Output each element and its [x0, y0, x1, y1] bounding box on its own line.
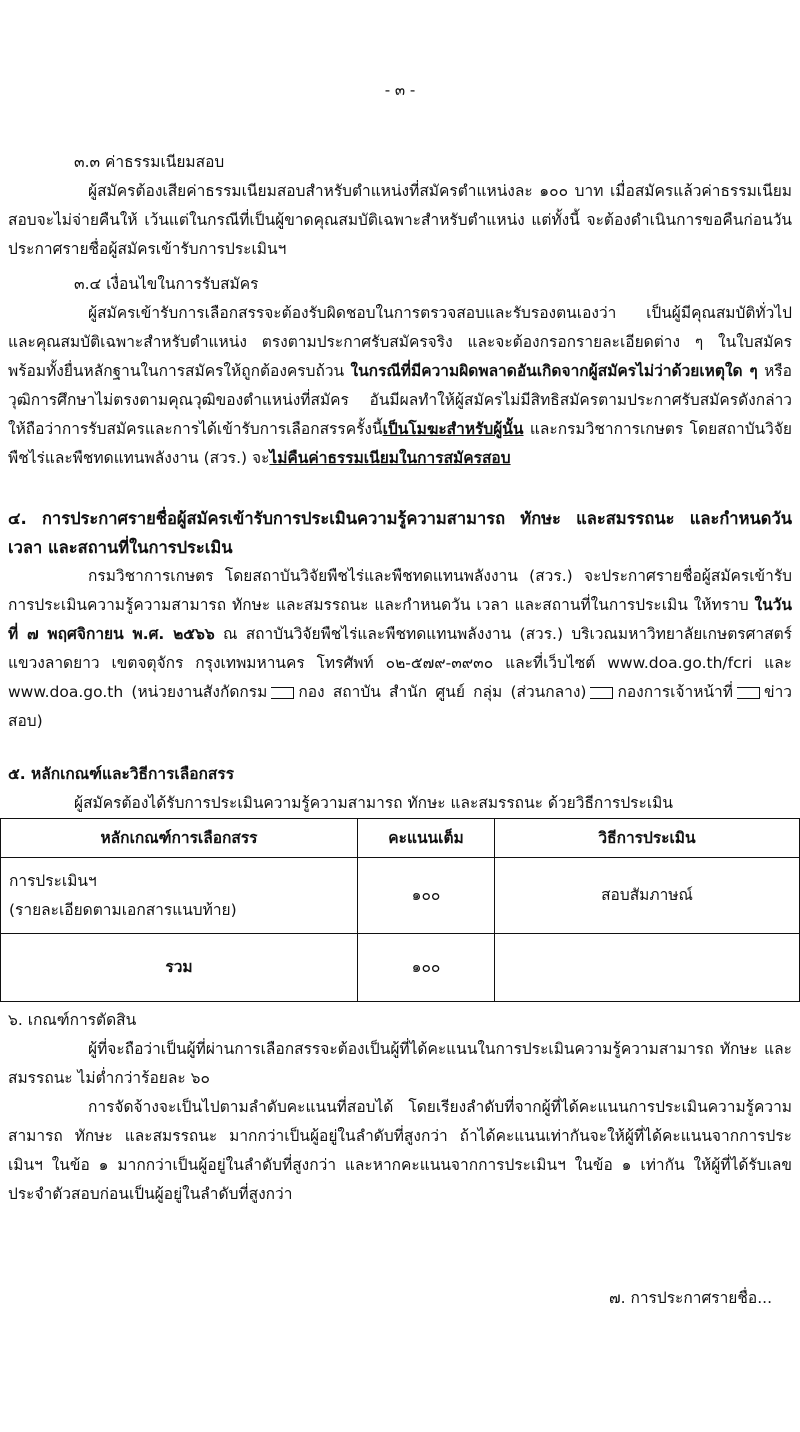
s4-path-1: (หน่วยงานสังกัดกรม: [131, 683, 268, 701]
s34-text-1: ผู้สมัครเข้ารับการเลือกสรรจะต้องรับผิดชอบในการตรวจสอบและรับรองตนเองว่า เป็นผู้มีคุณสมบัติทั่วไป และคุณสมบัติเฉพาะสำหรับตำแหน่ง ตรงตามประกาศรับสมัครจริง และจะต้องกรอกรายละเอียดต่าง ๆ ในใบสมัคร พร้อมทั้งยื่นหลักฐานในการสมัครให้ถูกต้องครบถ้วน: [8, 304, 792, 380]
s34-text-3: และกรมวิชาการเกษตร โดยสถาบันวิจัยพืชไร่และพืชทดแทนพลังงาน (สวร.) จะ: [8, 420, 792, 467]
s34-bold-underline-2: ไม่คืนค่าธรรมเนียมในการสมัครสอบ: [269, 449, 511, 467]
criteria-label: การประเมินฯ: [9, 871, 97, 890]
s4-and: และ: [764, 654, 792, 672]
section-5: [8, 760, 792, 818]
section-4-body: [8, 562, 792, 736]
section-3-3-body: ผู้สมัครต้องเสียค่าธรรมเนียมสอบสำหรับตำแหน่งที่สมัครตำแหน่งละ ๑๐๐ บาท เมื่อสมัครแล้วค่าธรรมเนียมสอบจะไม่จ่ายคืนให้ เว้นแต่ในกรณีที่เป็นผู้ขาดคุณสมบัติเฉพาะสำหรับตำแหน่ง แต่ทั้งนี้ จะต้องดำเนินการขอคืนก่อนวันประกาศรายชื่อผู้สมัครเข้ารับการประเมินฯ: [8, 182, 792, 258]
s4-path-3: กองการเจ้าหน้าที่: [617, 683, 733, 701]
section-3-4-body: [8, 299, 792, 473]
table-row: [1, 858, 800, 934]
section-4-heading: ๔. การประกาศรายชื่อผู้สมัครเข้ารับการประเมินความรู้ความสามารถ ทักษะ และสมรรถนะ และกำหนดวัน เวลา และสถานที่ในการประเมิน: [8, 509, 792, 557]
criteria-detail: (รายละเอียดตามเอกสารแนบท้าย): [9, 900, 237, 919]
section-4: [8, 504, 792, 736]
total-label: รวม: [1, 934, 358, 1002]
section-3-3-heading: ๓.๓ ค่าธรรมเนียมสอบ: [74, 153, 225, 171]
section-3-4: [8, 270, 792, 473]
s4-path-2: กอง สถาบัน สำนัก ศูนย์ กลุ่ม (ส่วนกลาง): [298, 683, 587, 701]
s4-date: ในวันที่ ๗ พฤศจิกายน พ.ศ. ๒๕๖๖: [8, 596, 792, 643]
section-6-body-1: ผู้ที่จะถือว่าเป็นผู้ที่ผ่านการเลือกสรรจะต้องเป็นผู้ที่ได้คะแนนในการประเมินความรู้ความสามารถ ทักษะ และสมรรถนะ ไม่ต่ำกว่าร้อยละ ๖๐: [8, 1040, 792, 1087]
section-6: [8, 1006, 792, 1209]
table-total-row: [1, 934, 800, 1002]
s4-text-1: กรมวิชาการเกษตร โดยสถาบันวิจัยพืชไร่และพืชทดแทนพลังงาน (สวร.) จะประกาศรายชื่อผู้สมัครเข้ารับการประเมินความรู้ความสามารถ ทักษะ และสมรรถนะ และกำหนดวัน เวลา และสถานที่ในการประเมิน ให้ทราบ: [8, 567, 792, 614]
website-link-fcri[interactable]: www.doa.go.th/fcri: [607, 654, 753, 672]
s4-path-4: ข่าวสอบ): [8, 683, 792, 730]
s4-text-2: ณ สถาบันวิจัยพืชไร่และพืชทดแทนพลังงาน (สวร.) บริเวณมหาวิทยาลัยเกษตรศาสตร์ แขวงลาดยาว เขตจตุจักร กรุงเทพมหานคร โทรศัพท์ ๐๒-๕๗๙-๓๙๓๐ และที่เว็บไซต์: [8, 625, 792, 672]
table-header-row: [1, 819, 800, 858]
arrow-icon: [737, 687, 760, 699]
table-header: หลักเกณฑ์การเลือกสรร: [1, 819, 358, 858]
section-5-heading: ๕. หลักเกณฑ์และวิธีการเลือกสรร: [8, 765, 235, 783]
table-cell-score: ๑๐๐: [358, 858, 495, 934]
selection-criteria-table: [0, 818, 800, 1002]
s34-text-2: หรือวุฒิการศึกษาไม่ตรงตามคุณวุฒิของตำแหน่งที่สมัคร อันมีผลทำให้ผู้สมัครไม่มีสิทธิสมัครตามประกาศรับสมัครดังกล่าว ให้ถือว่าการรับสมัครและการได้เข้ารับการเลือกสรรครั้งนี้: [8, 362, 792, 438]
arrow-icon: [271, 687, 294, 699]
section-6-heading: ๖. เกณฑ์การตัดสิน: [8, 1011, 137, 1029]
arrow-icon: [590, 687, 613, 699]
page-number: - ๓ -: [384, 81, 416, 99]
next-page-marker: ๗. การประกาศรายชื่อ...: [608, 1289, 772, 1307]
table-cell-method: สอบสัมภาษณ์: [495, 858, 800, 934]
table-header: คะแนนเต็ม: [358, 819, 495, 858]
total-score: ๑๐๐: [358, 934, 495, 1002]
s34-bold-1: ในกรณีที่มีความผิดพลาดอันเกิดจากผู้สมัครไม่ว่าด้วยเหตุใด ๆ: [350, 362, 758, 380]
section-3-3: [8, 148, 792, 264]
table-cell-empty: [495, 934, 800, 1002]
section-3-4-heading: ๓.๔ เงื่อนไขในการรับสมัคร: [74, 275, 259, 293]
section-5-intro: ผู้สมัครต้องได้รับการประเมินความรู้ความสามารถ ทักษะ และสมรรถนะ ด้วยวิธีการประเมิน: [74, 794, 673, 812]
table-cell: [1, 858, 358, 934]
website-link-doa[interactable]: www.doa.go.th: [8, 683, 124, 701]
s34-bold-underline-1: เป็นโมฆะสำหรับผู้นั้น: [382, 420, 524, 438]
section-6-body-2: การจัดจ้างจะเป็นไปตามลำดับคะแนนที่สอบได้ โดยเรียงลำดับที่จากผู้ที่ได้คะแนนการประเมินความรู้ความสามารถ ทักษะ และสมรรถนะ มากกว่าเป็นผู้อยู่ในลำดับที่สูงกว่า ถ้าได้คะแนนเท่ากันจะให้ผู้ที่ได้คะแนนจากการประเมินฯ ในข้อ ๑ มากกว่าเป็นผู้อยู่ในลำดับที่สูงกว่า และหากคะแนนจากการประเมินฯ ในข้อ ๑ เท่ากัน ให้ผู้ที่ได้รับเลขประจำตัวสอบก่อนเป็นผู้อยู่ในลำดับที่สูงกว่า: [8, 1098, 792, 1203]
table-header: วิธีการประเมิน: [495, 819, 800, 858]
